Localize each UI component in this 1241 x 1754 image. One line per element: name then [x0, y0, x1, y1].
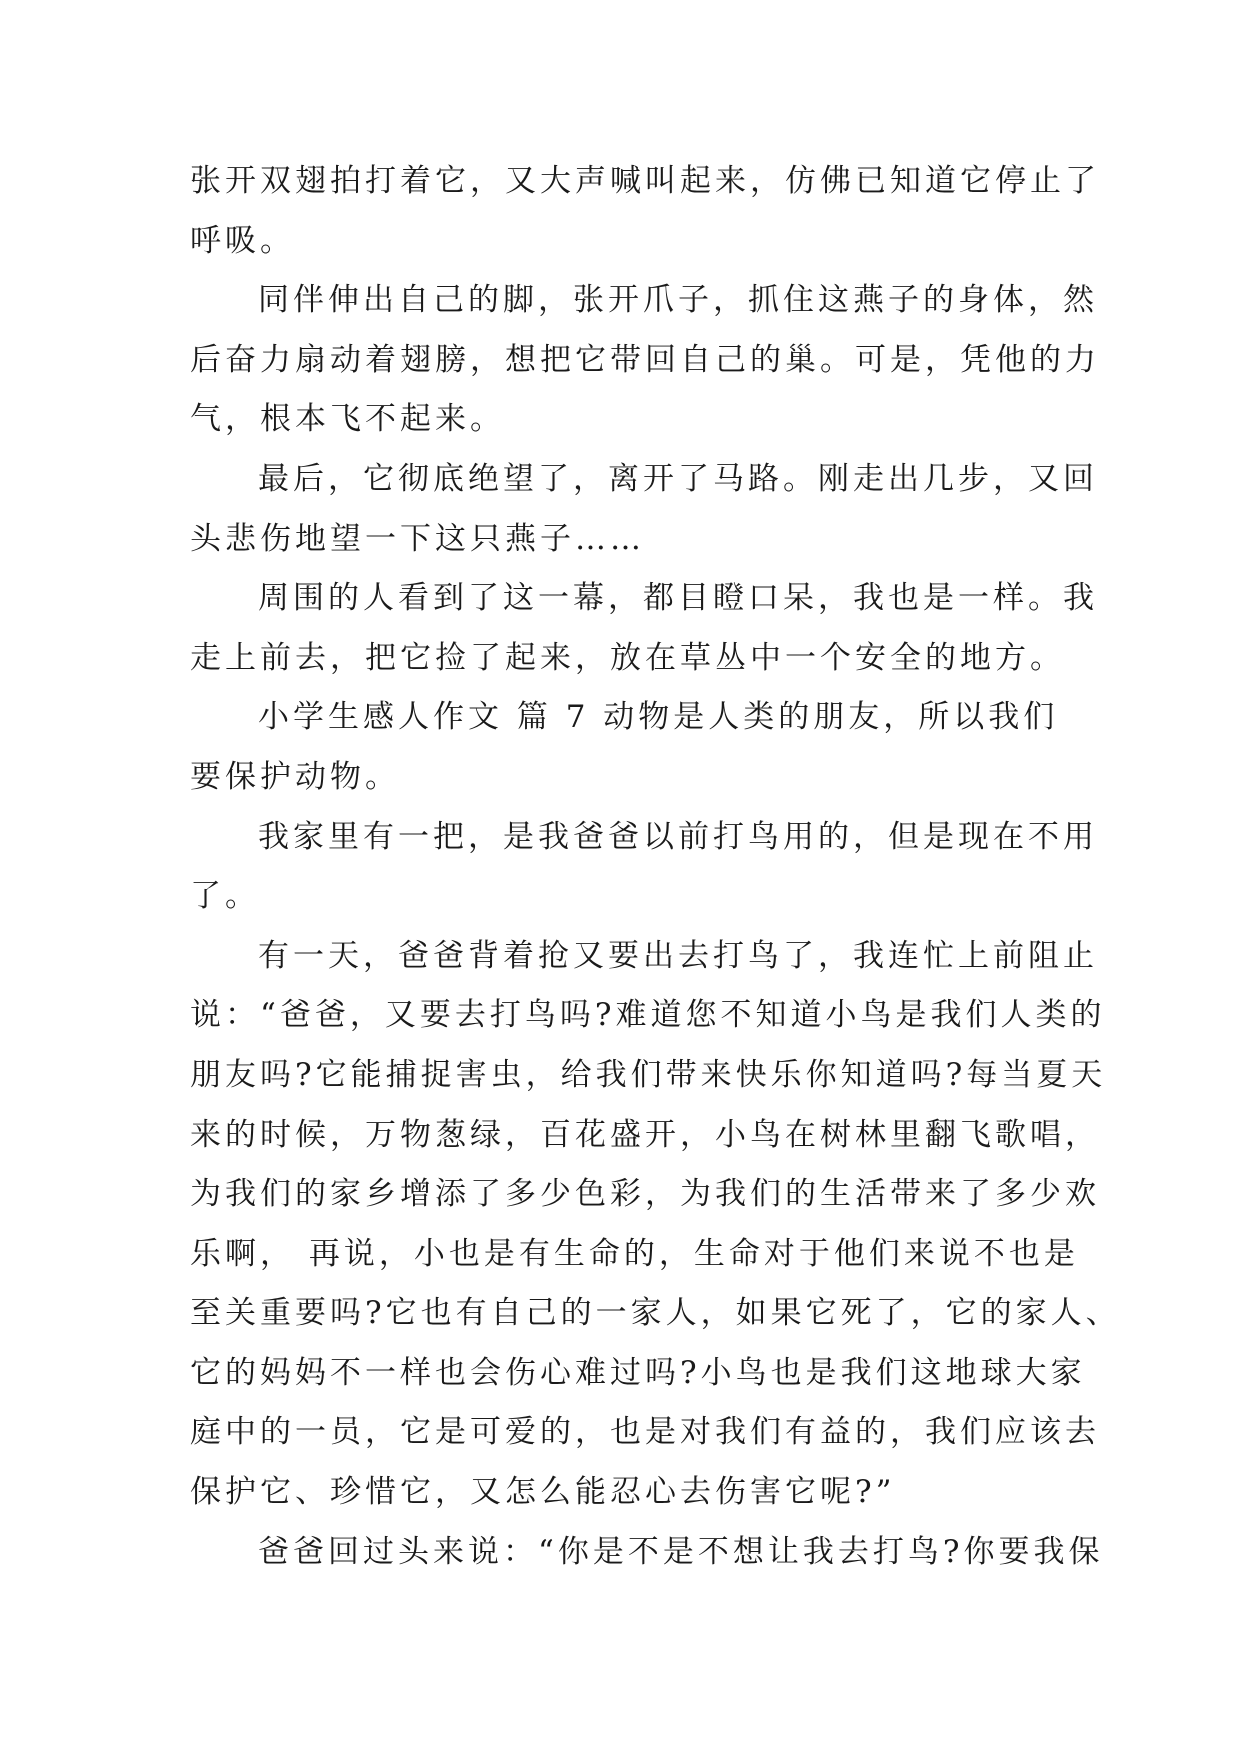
text-line: 乐啊， 再说，小也是有生命的，生命对于他们来说不也是: [190, 1235, 1079, 1272]
text-line: 朋友吗?它能捕捉害虫，给我们带来快乐你知道吗?每当夏天: [190, 1056, 1107, 1093]
text-line: 最后，它彻底绝望了，离开了马路。刚走出几步，又回: [258, 460, 1098, 497]
body-text: [190, 152, 1121, 1582]
text-line: 有一天，爸爸背着抢又要出去打鸟了，我连忙上前阻止: [258, 937, 1098, 974]
text-line: 后奋力扇动着翅膀，想把它带回自己的巢。可是，凭他的力: [190, 341, 1100, 378]
text-line: 头悲伤地望一下这只燕子……: [190, 520, 645, 557]
text-line: 要保护动物。: [190, 758, 400, 795]
text-line: 呼吸。: [190, 222, 295, 259]
text-line: 庭中的一员，它是可爱的，也是对我们有益的，我们应该去: [190, 1414, 1100, 1451]
text-line: 同伴伸出自己的脚，张开爪子，抓住这燕子的身体，然: [258, 282, 1098, 319]
text-line: 周围的人看到了这一幕，都目瞪口呆，我也是一样。我: [258, 580, 1098, 617]
text-line: 来的时候，万物葱绿，百花盛开，小鸟在树林里翻飞歌唱，: [190, 1116, 1100, 1153]
text-line: 气，根本飞不起来。: [190, 401, 505, 438]
text-line: 保护它、珍惜它，又怎么能忍心去伤害它呢?”: [190, 1474, 896, 1511]
text-line: 张开双翅拍打着它，又大声喊叫起来，仿佛已知道它停止了: [190, 163, 1100, 199]
text-line: 它的妈妈不一样也会伤心难过吗?小鸟也是我们这地球大家: [190, 1354, 1086, 1391]
text-line: 至关重要吗?它也有自己的一家人，如果它死了，它的家人、: [190, 1295, 1121, 1332]
text-line: 爸爸回过头来说：“你是不是不想让我去打鸟?你要我保: [258, 1533, 1104, 1570]
text-line: 我家里有一把，是我爸爸以前打鸟用的，但是现在不用: [258, 818, 1098, 855]
text-line: 为我们的家乡增添了多少色彩，为我们的生活带来了多少欢: [190, 1176, 1100, 1213]
text-line: 走上前去，把它捡了起来，放在草丛中一个安全的地方。: [190, 639, 1065, 676]
text-line: 了。: [190, 878, 260, 915]
text-line: 小学生感人作文 篇 7 动物是人类的朋友，所以我们: [258, 699, 1059, 736]
text-line: 说：“爸爸，又要去打鸟吗?难道您不知道小鸟是我们人类的: [190, 997, 1106, 1034]
